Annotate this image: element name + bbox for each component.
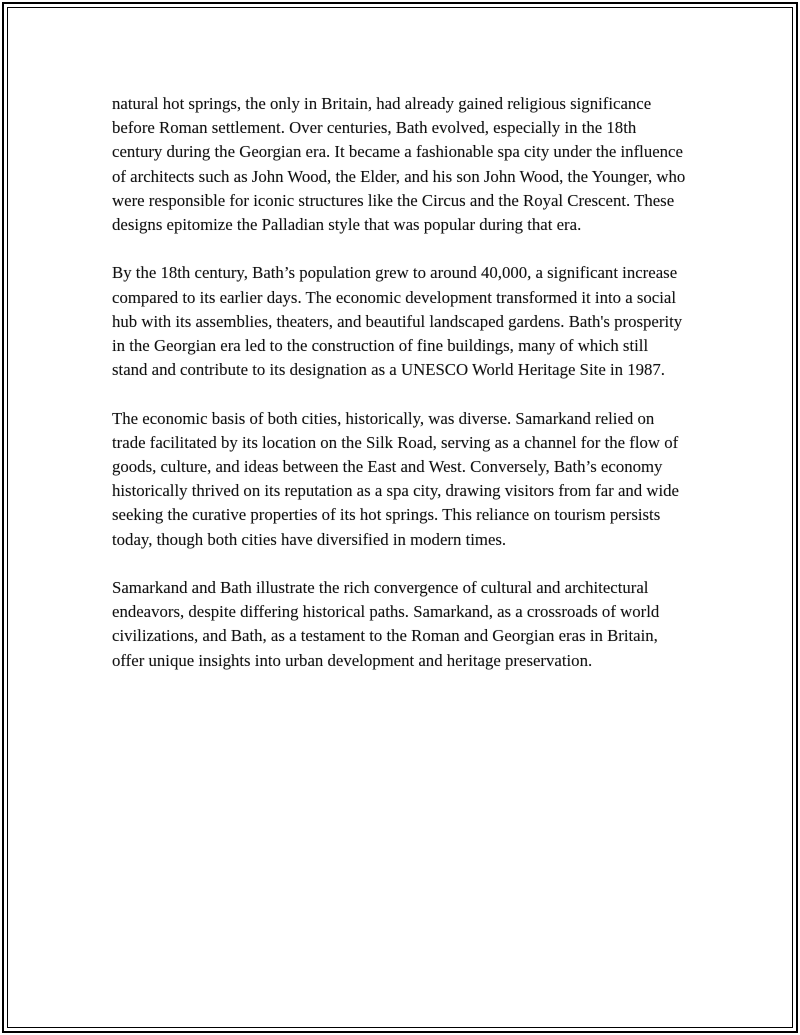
paragraph-economic-basis: The economic basis of both cities, historically, was diverse. Samarkand relied on trade facilitated by its location on the Silk Road, serving as a channel for the flow of goods, culture, and ideas between the East and West. Conversely, Bath’s economy historically thrived on its reputation as a spa city, drawing visitors from far and wide seeking the curative properties of its hot springs. This reliance on tourism persists today, though both cities have diversified in modern times. <box>112 408 680 549</box>
paragraph-bath-population: By the 18th century, Bath’s population grew to around 40,000, a significant increase compared to its earlier days. The economic development transformed it into a social hub with its assemblies, theaters, and beautiful landscaped gardens. Bath's prosperity in the Georgian era led to the construction of fine buildings, many of which still stand and contribute to its designation as a UNESCO World Heritage Site in 1987. <box>112 263 683 380</box>
document-body <box>112 92 687 697</box>
paragraph-conclusion: Samarkand and Bath illustrate the rich convergence of cultural and architectural endeavors, despite differing historical paths. Samarkand, as a crossroads of world civilizations, and Bath, as a testament to the Roman and Georgian eras in Britain, offer unique insights into urban development and heritage preservation. <box>112 578 660 670</box>
paragraph-bath-history: natural hot springs, the only in Britain, had already gained religious significance before Roman settlement. Over centuries, Bath evolved, especially in the 18th century during the Georgian era. It became a fashionable spa city under the influence of architects such as John Wood, the Elder, and his son John Wood, the Younger, who were responsible for iconic structures like the Circus and the Royal Crescent. These designs epitomize the Palladian style that was popular during that era. <box>112 94 686 235</box>
